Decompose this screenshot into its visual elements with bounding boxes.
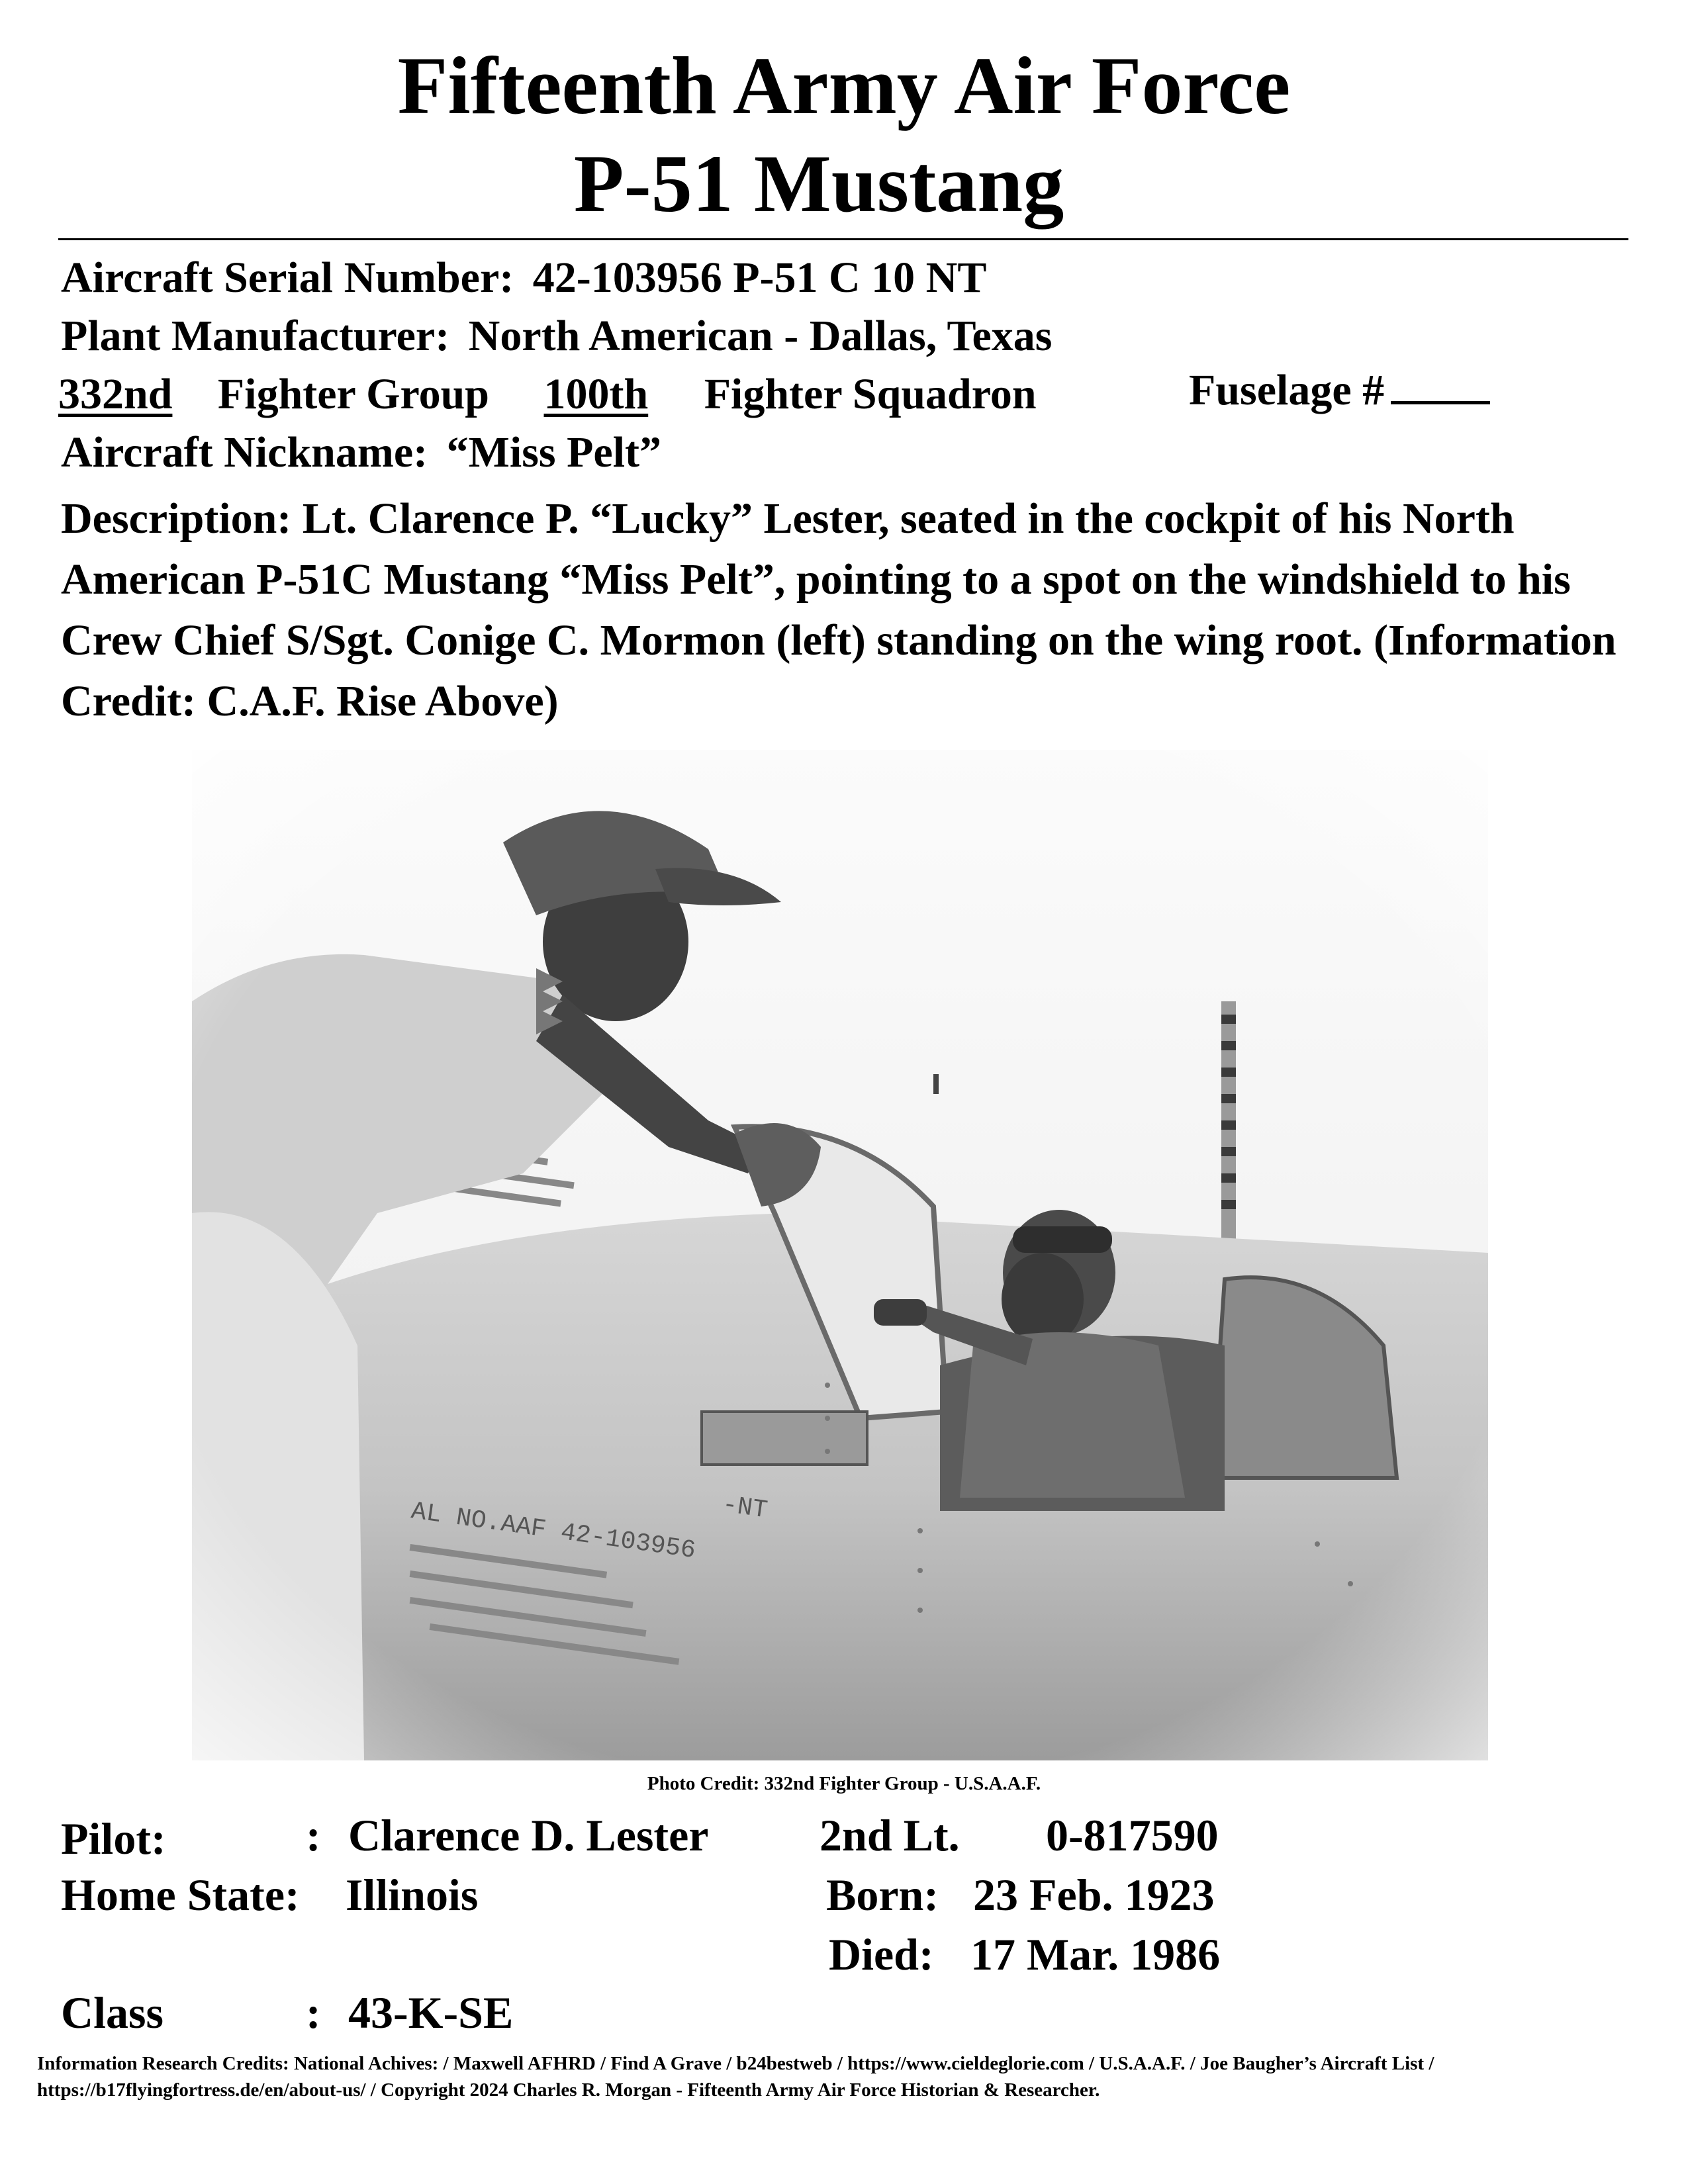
research-credits: Information Research Credits: National Achives: / Maxwell AFHRD / Find A Grave / b24bestweb / https://www.cieldeglorie.com / U.S.A.A.F. / Joe Baugher’s Aircraft List / https://b17flyingfortress.de/en/about-us/ / Copyright 2024 Charles R. Morgan - Fifteenth Army Air Force Historian & Researcher. [37, 2053, 1434, 2101]
home-state-label: Home State: [61, 1870, 300, 1920]
photo-credit: Photo Credit: 332nd Fighter Group - U.S.A.A.F. [647, 1773, 1041, 1794]
died-value: 17 Mar. 1986 [970, 1929, 1221, 1979]
fuselage-row [1189, 364, 1490, 417]
title-divider [58, 238, 1628, 240]
nickname-label: Aircraft Nickname: [61, 428, 428, 477]
serial-number-value: 42-103956 P-51 C 10 NT [532, 253, 987, 302]
serial-number-label: Aircraft Serial Number: [61, 253, 514, 302]
pilot-label: Pilot: [61, 1813, 166, 1864]
page-subtitle: P-51 Mustang [573, 138, 1064, 229]
historical-photograph [192, 750, 1488, 1760]
nickname-value: “Miss Pelt” [446, 428, 662, 477]
died-label: Died: [829, 1929, 934, 1979]
description-text: Description: Lt. Clarence P. “Lucky” Lester, seated in the cockpit of his North American P-51C Mustang “Miss Pelt”, pointing to a spot on the windshield to his Crew Chief S/Sgt. Conige C. Mormon (left) standing on the wing root. (Information Credit: C.A.F. Rise Above) [61, 494, 1617, 725]
fighter-squadron-label: Fighter Squadron [704, 370, 1037, 418]
born-value: 23 Feb. 1923 [973, 1870, 1215, 1920]
pilot-name: Clarence D. Lester [348, 1810, 709, 1860]
class-label: Class [61, 1987, 164, 2038]
fighter-squadron-value: 100th [543, 370, 649, 418]
manufacturer-value: North American - Dallas, Texas [468, 312, 1053, 360]
manufacturer-label: Plant Manufacturer: [61, 312, 450, 360]
serial-number-row [61, 251, 986, 304]
class-colon: : [306, 1987, 321, 2038]
pilot-colon: : [306, 1810, 321, 1860]
class-value: 43-K-SE [348, 1987, 514, 2038]
fuselage-blank [1391, 364, 1490, 404]
manufacturer-row [61, 310, 1053, 363]
nickname-row [61, 426, 661, 479]
home-state-value: Illinois [346, 1870, 479, 1920]
pilot-rank: 2nd Lt. [820, 1810, 960, 1860]
fighter-group-label: Fighter Group [217, 370, 490, 418]
fuselage-label: Fuselage # [1189, 366, 1385, 414]
born-label: Born: [826, 1870, 939, 1920]
fighter-group-value: 332nd [58, 370, 173, 418]
service-number: 0-817590 [1046, 1810, 1219, 1860]
unit-row [58, 368, 1037, 421]
page-title: Fifteenth Army Air Force [397, 40, 1291, 131]
